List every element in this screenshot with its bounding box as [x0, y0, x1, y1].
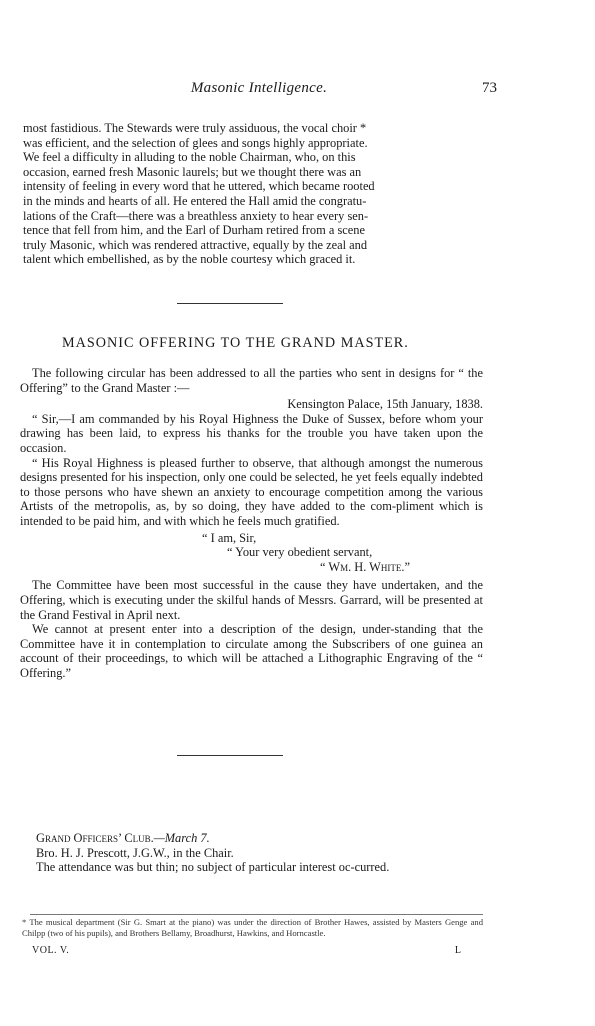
club-chair: Bro. H. J. Prescott, J.G.W., in the Chair. [36, 845, 234, 860]
intro-line: talent which embellished, as by the noble courtesy which graced it. [23, 252, 356, 267]
section-divider [177, 755, 283, 756]
club-attendance: The attendance was but thin; no subject of particular interest oc-curred. [36, 860, 390, 875]
letter-closing [20, 531, 483, 575]
offering-section [20, 366, 483, 680]
volume-label: VOL. V. [32, 945, 70, 956]
intro-line: We feel a difficulty in alluding to the noble Chairman, who, on this [23, 150, 356, 165]
closing-line: “ Your very obedient servant, [227, 545, 373, 560]
design-paragraph: We cannot at present enter into a description of the design, under-standing that the Committee have it in contemplation to circulate among the Subscribers of one guinea an account of their proceedings, to which will be attached a Lithographic Engraving of the “ Offering.” [20, 622, 483, 680]
running-title: Masonic Intelligence. [190, 80, 328, 96]
club-section [36, 831, 483, 875]
club-heading [36, 831, 483, 846]
letter-paragraph: “ His Royal Highness is pleased further to observe, that although amongst the numerous designs presented for his inspection, only one could be selected, he yet feels equally indebted to those persons who have shewn an anxiety to encourage competition among the various Artists of the metropolis, as, by so doing, they have added to the com-pliment which is intended to be paid him, and with which he feels much gratified. [20, 455, 483, 528]
intro-line: most fastidious. The Stewards were truly assiduous, the vocal choir * [23, 121, 367, 135]
closing-line: “ I am, Sir, [202, 530, 257, 545]
footnote: * The musical department (Sir G. Smart at the piano) was under the direction of Brother Hawes, assisted by Masters Genge and Chilpp (two of his pupils), and Brothers Bellamy, Broadhurst, Hawkins, and Horncastle. [22, 917, 483, 938]
intro-line: lations of the Craft—there was a breathless anxiety to hear every sen- [23, 208, 369, 223]
page-number: 73 [482, 80, 497, 96]
club-name: Grand Officers’ Club. [36, 831, 154, 845]
circular-intro: The following circular has been addressed to all the parties who sent in designs for “ the Offering” to the Grand Master :— [20, 366, 483, 395]
intro-line: truly Masonic, which was rendered attractive, equally by the zeal and [23, 237, 368, 252]
section-divider [177, 303, 283, 304]
section-heading: MASONIC OFFERING TO THE GRAND MASTER. [62, 335, 409, 351]
signature-mark: L [454, 945, 461, 956]
intro-paragraph [23, 121, 483, 267]
intro-line: intensity of feeling in every word that he uttered, which became rooted [23, 179, 375, 194]
letter-paragraph: “ Sir,—I am commanded by his Royal Highness the Duke of Sussex, before whom your drawing has been laid, to express his thanks for the trouble you have taken upon the occasion. [20, 411, 483, 455]
page-signature [32, 945, 492, 959]
intro-line: was efficient, and the selection of glees and songs highly appropriate. [23, 135, 368, 150]
footnote-divider [30, 914, 483, 915]
intro-line: occasion, earned fresh Masonic laurels; but we thought there was an [23, 164, 362, 179]
club-date: —March 7. [153, 831, 210, 845]
intro-line: tence that fell from him, and the Earl of Durham retired from a scene [23, 223, 365, 238]
letter-signatory: “ Wm. H. White.” [320, 559, 410, 574]
committee-paragraph: The Committee have been most successful in the cause they have undertaken, and the Offering, which is executing under the skilful hands of Messrs. Garrard, will be presented at the Grand Festival in April next. [20, 578, 483, 622]
intro-line: in the minds and hearts of all. He entered the Hall amid the congratu- [23, 193, 367, 208]
letter-dateline: Kensington Palace, 15th January, 1838. [287, 397, 483, 412]
running-head [24, 80, 497, 102]
